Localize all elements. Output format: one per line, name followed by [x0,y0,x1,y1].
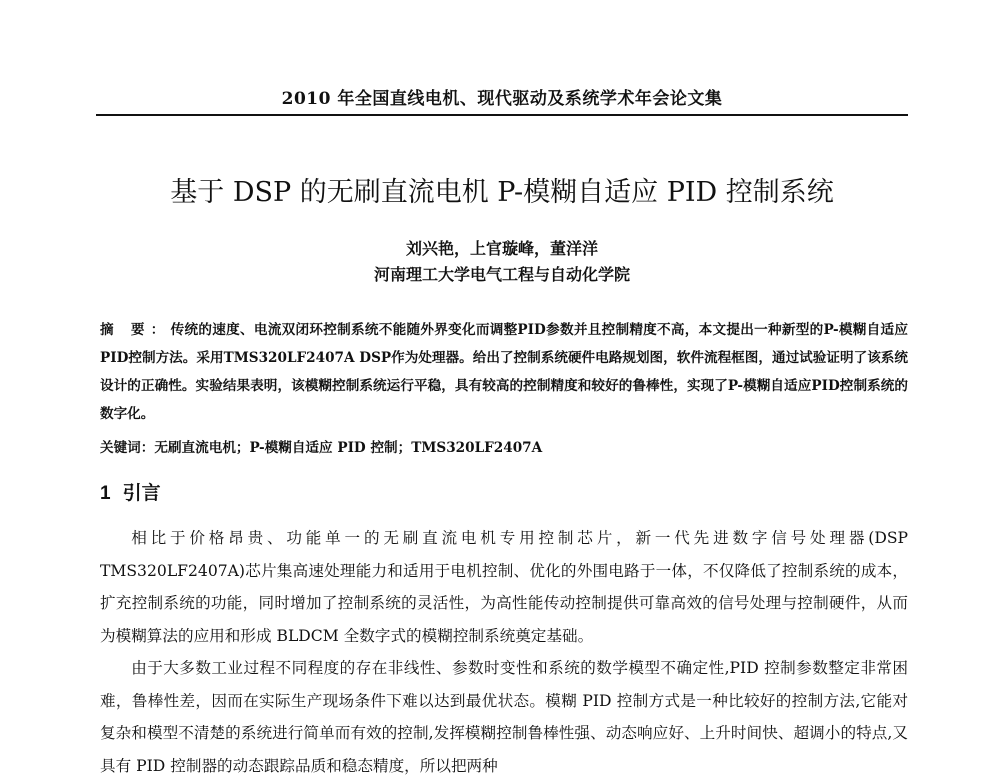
keywords [100,436,908,456]
abstract [100,316,908,428]
paper-title: 基于 DSP 的无刷直流电机 P-模糊自适应 PID 控制系统 [170,177,834,208]
paper-affiliation: 河南理工大学电气工程与自动化学院 [373,265,630,284]
body-paragraph: 相比于价格昂贵、功能单一的无刷直流电机专用控制芯片，新一代先进数字信号处理器(DSP TMS320LF2407A)芯片集高速处理能力和适用于电机控制、优化的外围电路于一体，不仅降低了控制系统的成本，扩充控制系统的功能，同时增加了控制系统的灵活性，为高性能传动控制提供可靠高效的信号处理与控制硬件，从而为模糊算法的应用和形成 BLDCM 全数字式的模糊控制系统奠定基础。 [100,529,908,645]
paper-authors: 刘兴艳，上官璇峰，董洋洋 [405,239,598,258]
section-heading [100,478,908,505]
section-number: 1 [100,483,111,504]
header-rule [96,114,908,116]
abstract-label: 摘 要： [100,322,171,338]
abstract-text: 传统的速度、电流双闭环控制系统不能随外界变化而调整PID参数并且控制精度不高，本文提出一种新型的P-模糊自适应PID控制方法。采用TMS320LF2407A DSP作为处理器。给出了控制系统硬件电路规划图，软件流程框图，通过试验证明了该系统设计的正确性。实验结果表明，该模糊控制系统运行平稳，具有较高的控制精度和较好的鲁棒性，实现了P-模糊自适应PID控制系统的数字化。 [100,322,908,422]
keywords-label: 关键词： [100,440,155,456]
section-title: 引言 [122,482,161,504]
running-header: 2010 年全国直线电机、现代驱动及系统学术年会论文集 [281,89,723,109]
keywords-text: 无刷直流电机；P-模糊自适应 PID 控制；TMS320LF2407A [154,440,543,456]
body-paragraph: 由于大多数工业过程不同程度的存在非线性、参数时变性和系统的数学模型不确定性,PID 控制参数整定非常困难，鲁棒性差，因而在实际生产现场条件下难以达到最优状态。模糊 PID 控制方式是一种比较好的控制方法,它能对复杂和模型不清楚的系统进行简单而有效的控制,发挥模糊控制鲁棒性强、动态响应好、上升时间快、超调小的特点,又具有 PID 控制器的动态跟踪品质和稳态精度，所以把两种 [100,659,908,775]
